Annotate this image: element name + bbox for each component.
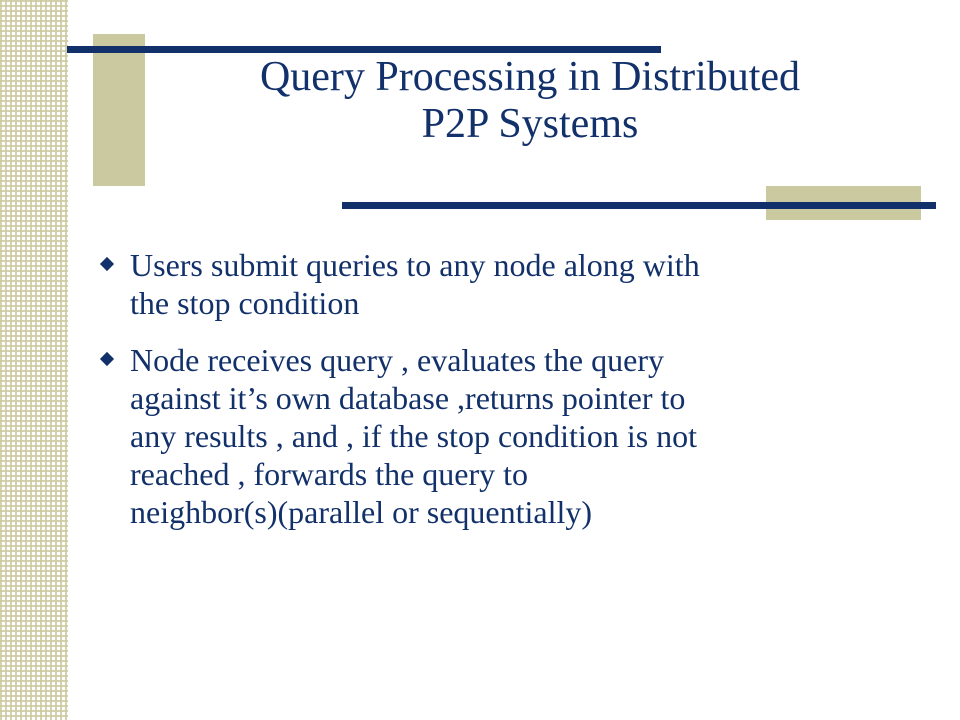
diamond-bullet-icon bbox=[100, 257, 114, 271]
bullet-2-line-3: any results , and , if the stop condition is not bbox=[130, 418, 698, 454]
accent-block-left bbox=[93, 34, 145, 186]
slide-title-line-2: P2P Systems bbox=[421, 101, 639, 147]
slide-title-line-1: Query Processing in Distributed bbox=[259, 54, 801, 100]
diamond-bullet-icon bbox=[100, 352, 114, 366]
bullet-2-line-4: reached , forwards the query to bbox=[130, 456, 529, 492]
bullet-1-line-2: the stop condition bbox=[130, 285, 360, 321]
title-rule-top bbox=[67, 46, 661, 53]
bullet-item-submit-queries bbox=[98, 246, 918, 322]
bullet-item-node-receives-query bbox=[98, 341, 918, 531]
bullet-2-line-2: against it’s own database ,returns pointer to bbox=[130, 380, 686, 416]
bullet-2-line-5: neighbor(s)(parallel or sequentially) bbox=[130, 494, 593, 530]
title-rule-bottom bbox=[342, 202, 936, 209]
bullet-2-line-1: Node receives query , evaluates the query bbox=[130, 342, 664, 378]
bullet-list bbox=[98, 246, 918, 550]
slide-title bbox=[165, 54, 895, 148]
decorative-side-stripes bbox=[0, 0, 68, 720]
bullet-1-line-1: Users submit queries to any node along with bbox=[130, 247, 700, 283]
